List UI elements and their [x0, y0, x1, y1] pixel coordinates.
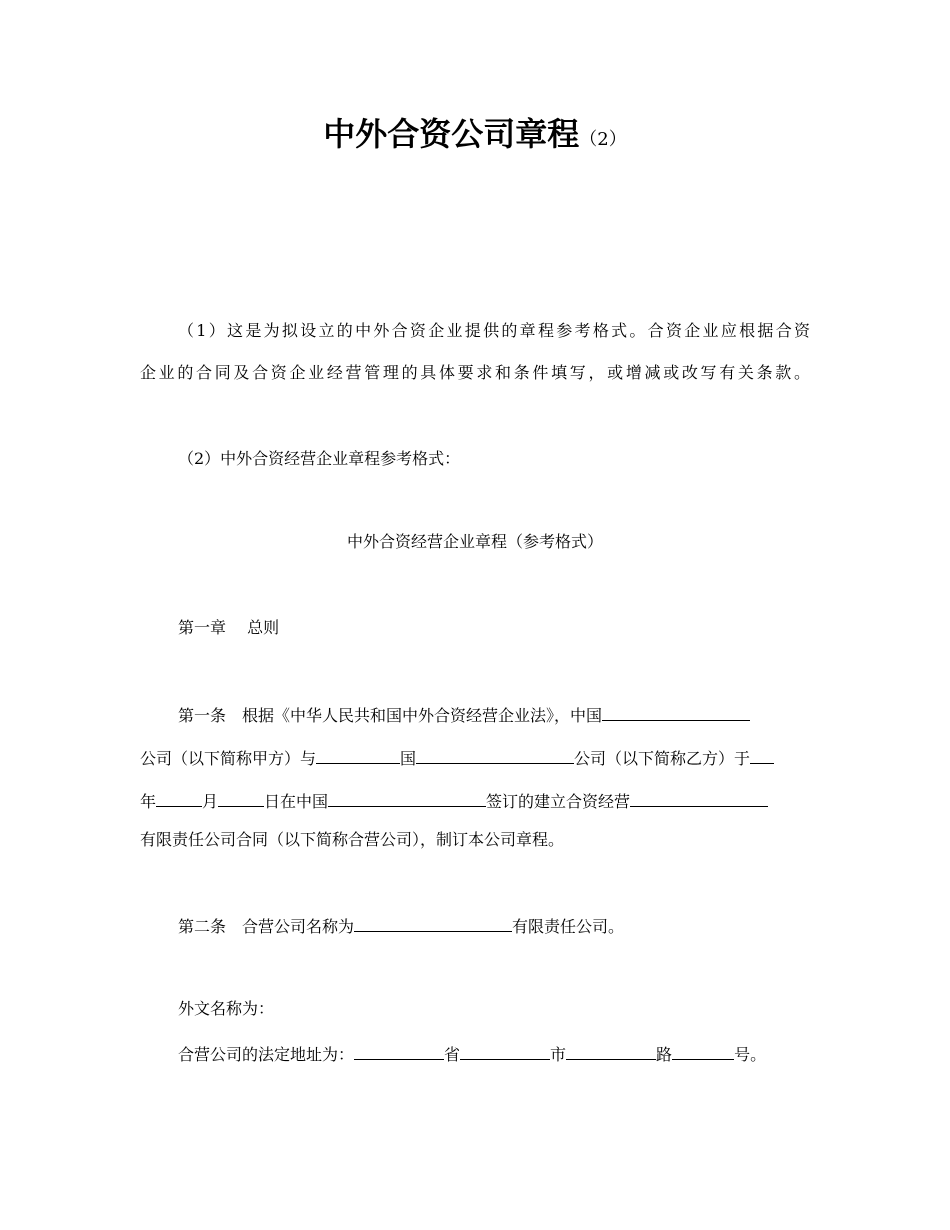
- blank-foreign-country[interactable]: [316, 745, 400, 764]
- chapter-1-heading: 第一章 总则: [178, 618, 280, 637]
- blank-address-city[interactable]: [460, 1041, 550, 1060]
- article-2-text: 合营公司的法定地址为：: [178, 1045, 355, 1064]
- article-1-text: 第一条 根据《中华人民共和国中外合资经营企业法》，中国: [178, 706, 603, 725]
- article-2-text: 第二条 合营公司名称为: [178, 917, 355, 936]
- blank-joint-venture-name[interactable]: [630, 788, 768, 807]
- article-1-text: 签订的建立合资经营: [486, 792, 631, 811]
- blank-address-number[interactable]: [672, 1041, 734, 1060]
- blank-chinese-party-name[interactable]: [602, 702, 750, 721]
- blank-address-road[interactable]: [566, 1041, 656, 1060]
- sub-title: 中外合资经营企业章程（参考格式）: [346, 532, 603, 551]
- blank-company-name[interactable]: [354, 913, 512, 932]
- article-2-text: 有限责任公司。: [512, 917, 625, 936]
- article-2-text: 市: [550, 1045, 567, 1064]
- article-2-text: 路: [656, 1045, 673, 1064]
- article-1-line-1: [178, 702, 750, 727]
- blank-sign-month[interactable]: [156, 788, 202, 807]
- blank-address-province[interactable]: [354, 1041, 444, 1060]
- title-suffix: （2）: [579, 129, 627, 150]
- blank-foreign-party-name[interactable]: [416, 745, 574, 764]
- article-1-text: 公司（以下简称甲方）与: [140, 749, 317, 768]
- title-main: 中外合资公司章程: [323, 115, 580, 153]
- article-2-address-line: [178, 1041, 766, 1066]
- article-2-text: 省: [444, 1045, 461, 1064]
- blank-sign-place[interactable]: [328, 788, 486, 807]
- article-1-line-2: [140, 745, 774, 770]
- article-2-text: 号。: [734, 1045, 767, 1064]
- blank-sign-day[interactable]: [218, 788, 264, 807]
- intro-p1-line2: 企业的合同及合资企业经营管理的具体要求和条件填写，或增减或改写有关条款。: [140, 363, 810, 382]
- intro-p1-line1: （1）这是为拟设立的中外合资企业提供的章程参考格式。合资企业应根据合资: [178, 321, 810, 340]
- article-1-line-3: [140, 788, 768, 813]
- article-1-line-4: 有限责任公司合同（以下简称合营公司），制订本公司章程。: [140, 830, 565, 849]
- intro-p2: （2）中外合资经营企业章程参考格式：: [178, 449, 461, 468]
- article-2-line-1: [178, 913, 624, 938]
- article-1-text: 日在中国: [264, 792, 329, 811]
- article-1-text: 公司（以下简称乙方）于: [574, 749, 751, 768]
- document-title: [0, 112, 950, 156]
- article-1-text: 国: [400, 749, 417, 768]
- blank-sign-year[interactable]: [750, 745, 774, 764]
- article-2-foreign-name: 外文名称为：: [178, 999, 275, 1018]
- article-1-text: 年: [140, 792, 157, 811]
- article-1-text: 月: [202, 792, 219, 811]
